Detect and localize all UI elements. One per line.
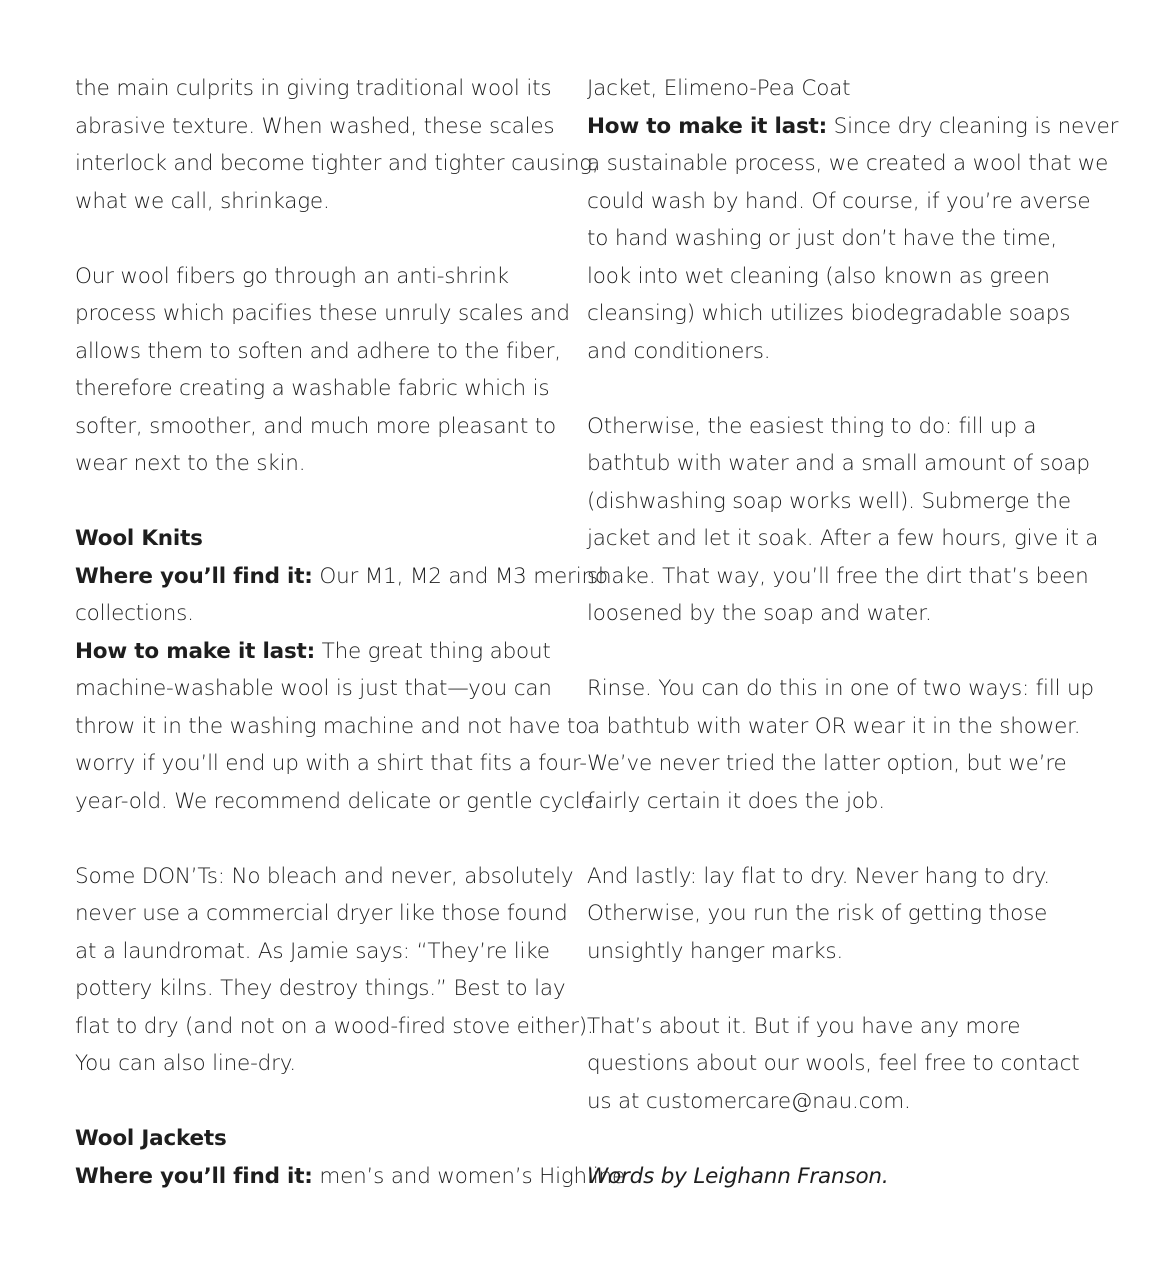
text-line: and conditioners. (587, 338, 771, 364)
text-line: You can also line-dry. (75, 1051, 296, 1076)
paragraph-spacer (587, 370, 1077, 408)
paragraph-otherwise (587, 408, 1099, 633)
section-wool-jackets-cont (587, 70, 1119, 370)
how-line (587, 108, 1119, 146)
paragraph-lastly (587, 858, 1077, 971)
paragraph-spacer (75, 1083, 565, 1121)
text-line: shake. That way, you’ll free the dirt that’s been (587, 563, 1089, 589)
text-line: worry if you’ll end up with a shirt that fits a four- (75, 751, 587, 776)
where-label: Where you’ll find it: (75, 1163, 313, 1189)
text-line: loosened by the soap and water. (587, 601, 932, 626)
text-line: throw it in the washing machine and not have to (75, 713, 589, 739)
how-text: Since dry cleaning is never (827, 113, 1119, 139)
how-line (75, 633, 565, 671)
text-line: (dishwashing soap works well). Submerge the (587, 488, 1071, 514)
text-line: Otherwise, the easiest thing to do: fill up a (587, 413, 1037, 439)
paragraph-rinse (587, 670, 1094, 820)
how-label: How to make it last: (75, 638, 316, 664)
text-line: That’s about it. But if you have any more (587, 1013, 1021, 1039)
where-text: Our M1, M2 and M3 merino (312, 563, 608, 589)
where-label: Where you’ll find it: (75, 563, 313, 589)
text-line: wear next to the skin. (75, 451, 306, 476)
text-line: what we call, shrinkage. (75, 188, 330, 214)
paragraph-about (587, 1008, 1080, 1121)
text-line: cleansing) which utilizes biodegradable soaps (587, 301, 1071, 326)
text-line: Jacket, Elimeno-Pea Coat (587, 76, 851, 101)
paragraph-spacer (587, 633, 1077, 671)
text-line: look into wet cleaning (also known as green (587, 263, 1050, 289)
text-line: jacket and let it soak. After a few hours, give it a (587, 526, 1099, 551)
text-line: process which pacifies these unruly scales and (75, 301, 570, 326)
text-line: a bathtub with water OR wear it in the shower. (587, 713, 1081, 739)
section-wool-jackets (75, 1120, 625, 1195)
text-line: bathtub with water and a small amount of soap (587, 451, 1090, 476)
where-line (75, 1158, 625, 1196)
text-line: flat to dry (and not on a wood-fired stove either). (75, 1013, 594, 1039)
text-line: at a laundromat. As Jamie says: “They’re like (75, 938, 550, 964)
how-text: The great thing about (315, 638, 551, 664)
text-line: abrasive texture. When washed, these scales (75, 113, 555, 139)
section-wool-knits (75, 520, 608, 820)
text-line: to hand washing or just don’t have the time, (587, 226, 1057, 251)
paragraph-spacer (587, 1120, 1077, 1158)
text-line: fairly certain it does the job. (587, 788, 885, 814)
paragraph-spacer (75, 220, 565, 258)
text-line: unsightly hanger marks. (587, 938, 843, 964)
paragraph-spacer (587, 970, 1077, 1008)
paragraph-scales (75, 70, 599, 220)
text-line: Our wool fibers go through an anti-shrink (75, 263, 509, 289)
text-line: questions about our wools, feel free to contact (587, 1051, 1080, 1076)
section-heading: Wool Jackets (75, 1126, 227, 1151)
text-line: Otherwise, you run the risk of getting those (587, 901, 1048, 926)
text-line: a sustainable process, we created a wool that we (587, 151, 1109, 176)
where-line (75, 558, 608, 596)
text-line: And lastly: lay flat to dry. Never hang to dry. (587, 863, 1050, 889)
text-line: interlock and become tighter and tighter causing, (75, 151, 599, 176)
text-line: Some DON’Ts: No bleach and never, absolutely (75, 863, 574, 889)
text-line: us at customercare@nau.com. (587, 1088, 911, 1114)
section-heading: Wool Knits (75, 526, 203, 551)
text-line: We’ve never tried the latter option, but we’re (587, 751, 1067, 776)
text-line: could wash by hand. Of course, if you’re averse (587, 188, 1091, 214)
paragraph-spacer (75, 820, 565, 858)
text-line: softer, smoother, and much more pleasant to (75, 413, 556, 439)
text-line: allows them to soften and adhere to the fiber, (75, 338, 561, 364)
paragraph-donts (75, 858, 594, 1083)
left-column (75, 70, 625, 1195)
byline: Words by Leighann Franson. (587, 1163, 889, 1189)
paragraph-anti-shrink (75, 258, 570, 483)
text-line: collections. (75, 601, 194, 626)
right-column (587, 70, 1119, 1195)
text-line: never use a commercial dryer like those found (75, 901, 568, 926)
text-line: year-old. We recommend delicate or gentle cycle. (75, 788, 601, 814)
text-line: the main culprits in giving traditional wool its (75, 76, 552, 101)
paragraph-spacer (75, 483, 565, 521)
text-line: therefore creating a washable fabric which is (75, 376, 550, 401)
paragraph-spacer (587, 820, 1077, 858)
text-line: pottery kilns. They destroy things.” Best to lay (75, 976, 566, 1001)
how-label: How to make it last: (587, 113, 828, 139)
text-line: machine-washable wool is just that—you can (75, 676, 552, 701)
where-text: men’s and women’s Highline (312, 1163, 625, 1189)
text-line: Rinse. You can do this in one of two ways: fill up (587, 676, 1094, 701)
